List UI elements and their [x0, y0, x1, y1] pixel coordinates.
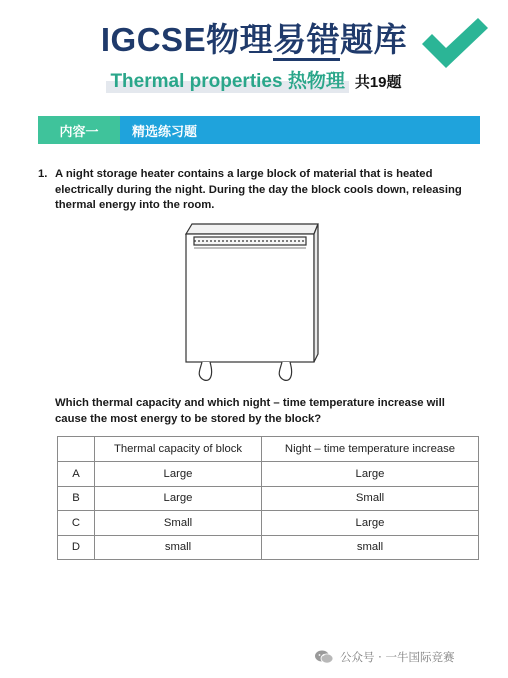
table-header-cell	[58, 437, 95, 462]
subtitle: Thermal properties 热物理	[106, 66, 348, 93]
checkmark-icon	[418, 14, 490, 72]
option-letter: C	[58, 511, 95, 536]
storage-heater-illustration	[178, 220, 323, 390]
option-letter: B	[58, 486, 95, 511]
watermark-text: 公众号 · 一牛国际竞赛	[340, 650, 455, 664]
question-prompt: Which thermal capacity and which night – time temperature increase will cause the most energy to be stored by the block?	[55, 397, 445, 425]
table-header-cell: Thermal capacity of block	[95, 437, 262, 462]
question-number: 1.	[38, 168, 48, 180]
title-underlined: 易错	[273, 23, 340, 61]
table-header-row	[58, 437, 479, 462]
subtitle-row	[0, 66, 508, 93]
option-capacity: Large	[95, 462, 262, 487]
question-text: A night storage heater contains a large block of material that is heated electrically during the night. During the day the block cools down, releasing thermal energy into the room.	[55, 168, 462, 211]
table-row[interactable]	[58, 462, 479, 487]
option-temperature: Small	[262, 486, 479, 511]
option-letter: D	[58, 535, 95, 560]
wechat-icon	[314, 649, 334, 665]
option-capacity: Small	[95, 511, 262, 536]
section-bar	[38, 116, 480, 144]
question-count: 共19题	[354, 74, 402, 91]
question-block	[38, 167, 478, 214]
option-temperature: Large	[262, 462, 479, 487]
section-tag: 内容一	[38, 116, 120, 144]
option-temperature: small	[262, 535, 479, 560]
section-label: 精选练习题	[120, 116, 480, 144]
title-part2: 题库	[340, 21, 408, 58]
option-capacity: Large	[95, 486, 262, 511]
title-part1: IGCSE物理	[100, 21, 274, 58]
option-temperature: Large	[262, 511, 479, 536]
watermark	[314, 646, 504, 668]
table-row[interactable]	[58, 486, 479, 511]
table-header-cell: Night – time temperature increase	[262, 437, 479, 462]
option-capacity: small	[95, 535, 262, 560]
table-row[interactable]	[58, 535, 479, 560]
options-table	[57, 436, 479, 560]
option-letter: A	[58, 462, 95, 487]
table-row[interactable]	[58, 511, 479, 536]
